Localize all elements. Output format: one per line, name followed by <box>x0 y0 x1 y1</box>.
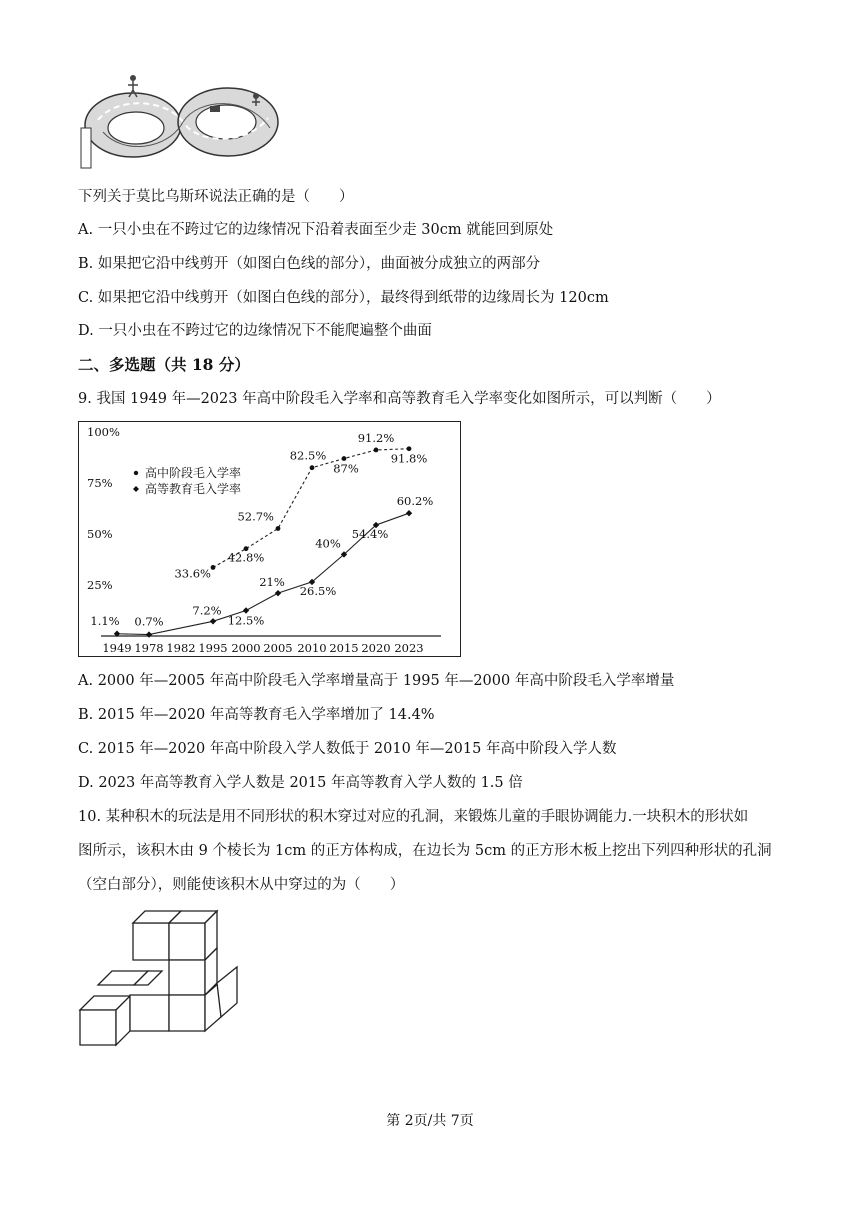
data-label: 60.2% <box>396 494 434 509</box>
block-figure <box>78 905 243 1050</box>
data-point <box>275 590 281 596</box>
page-footer: 第 2页/共 7页 <box>386 1113 474 1129</box>
x-tick-label: 2010 <box>297 641 327 655</box>
data-label: 87% <box>333 461 359 476</box>
mobius-question-prompt: 下列关于莫比乌斯环说法正确的是（ ） <box>78 189 354 205</box>
q10-line-1: 10. 某种积木的玩法是用不同形状的积木穿过对应的孔洞，来锻炼儿童的手眼协调能力.一块积木的形状如 <box>78 809 749 825</box>
data-label: 21% <box>259 575 285 590</box>
data-point <box>211 565 216 570</box>
y-tick-label: 100% <box>87 425 120 439</box>
q9-option-b[interactable]: B. 2015 年—2020 年高等教育毛入学率增加了 14.4% <box>78 707 435 723</box>
data-label: 91.2% <box>357 430 395 445</box>
data-label: 91.8% <box>390 451 428 466</box>
x-tick-label: 1982 <box>166 641 196 655</box>
data-label: 54.4% <box>351 527 389 542</box>
data-point <box>146 631 152 637</box>
legend-label: 高等教育毛入学率 <box>145 482 242 496</box>
data-point <box>406 510 412 516</box>
q10-line-3: （空白部分），则能使该积木从中穿过的为（ ） <box>78 877 405 893</box>
x-tick-label: 1978 <box>134 641 164 655</box>
option-a[interactable]: A. 一只小虫在不跨过它的边缘情况下沿着表面至少走 30cm 就能回到原处 <box>78 222 554 238</box>
data-point <box>407 446 412 451</box>
x-tick-label: 2023 <box>394 641 424 655</box>
legend-marker <box>133 486 139 492</box>
data-label: 7.2% <box>192 603 222 618</box>
data-label: 26.5% <box>299 583 337 598</box>
data-label: 0.7% <box>134 614 164 629</box>
x-tick-label: 2000 <box>231 641 261 655</box>
data-label: 40% <box>315 536 341 551</box>
chart-svg <box>79 422 460 656</box>
section-title: 二、多选题（共 18 分） <box>78 355 250 374</box>
x-tick-label: 2020 <box>361 641 391 655</box>
x-tick-label: 2015 <box>329 641 359 655</box>
data-point <box>374 448 379 453</box>
data-label: 42.8% <box>227 550 265 565</box>
x-tick-label: 2005 <box>263 641 293 655</box>
enrollment-chart <box>78 421 461 657</box>
y-tick-label: 50% <box>87 527 113 541</box>
data-label: 52.7% <box>237 509 274 524</box>
data-label: 33.6% <box>174 566 211 581</box>
data-point <box>210 618 216 624</box>
q9-option-d[interactable]: D. 2023 年高等教育入学人数是 2015 年高等教育入学人数的 1.5 倍 <box>78 775 523 791</box>
data-point <box>342 456 347 461</box>
q10-line-2: 图所示，该积木由 9 个棱长为 1cm 的正方体构成，在边长为 5cm 的正方形木板上挖出下列四种形状的孔洞 <box>78 843 772 859</box>
data-label: 82.5% <box>289 448 327 463</box>
x-tick-label: 1995 <box>198 641 228 655</box>
q9-option-c[interactable]: C. 2015 年—2020 年高中阶段入学人数低于 2010 年—2015 年高中阶段入学人数 <box>78 741 617 757</box>
legend-marker <box>134 471 138 475</box>
q9-stem: 9. 我国 1949 年—2023 年高中阶段毛入学率和高等教育毛入学率变化如图所示，可以判断（ ） <box>78 391 721 407</box>
data-point <box>276 526 281 531</box>
data-label: 12.5% <box>227 613 265 628</box>
q9-option-a[interactable]: A. 2000 年—2005 年高中阶段毛入学率增量高于 1995 年—2000 年高中阶段毛入学率增量 <box>78 673 675 689</box>
y-tick-label: 75% <box>87 476 113 490</box>
option-b[interactable]: B. 如果把它沿中线剪开（如图白色线的部分），曲面被分成独立的两部分 <box>78 256 541 272</box>
x-tick-label: 1949 <box>102 641 132 655</box>
y-tick-label: 25% <box>87 578 113 592</box>
legend-label: 高中阶段毛入学率 <box>145 466 242 480</box>
option-c[interactable]: C. 如果把它沿中线剪开（如图白色线的部分），最终得到纸带的边缘周长为 120cm <box>78 290 609 306</box>
data-label: 1.1% <box>90 613 120 628</box>
data-point <box>310 465 315 470</box>
mobius-strip-figure <box>78 70 288 175</box>
option-d[interactable]: D. 一只小虫在不跨过它的边缘情况下不能爬遍整个曲面 <box>78 323 432 339</box>
